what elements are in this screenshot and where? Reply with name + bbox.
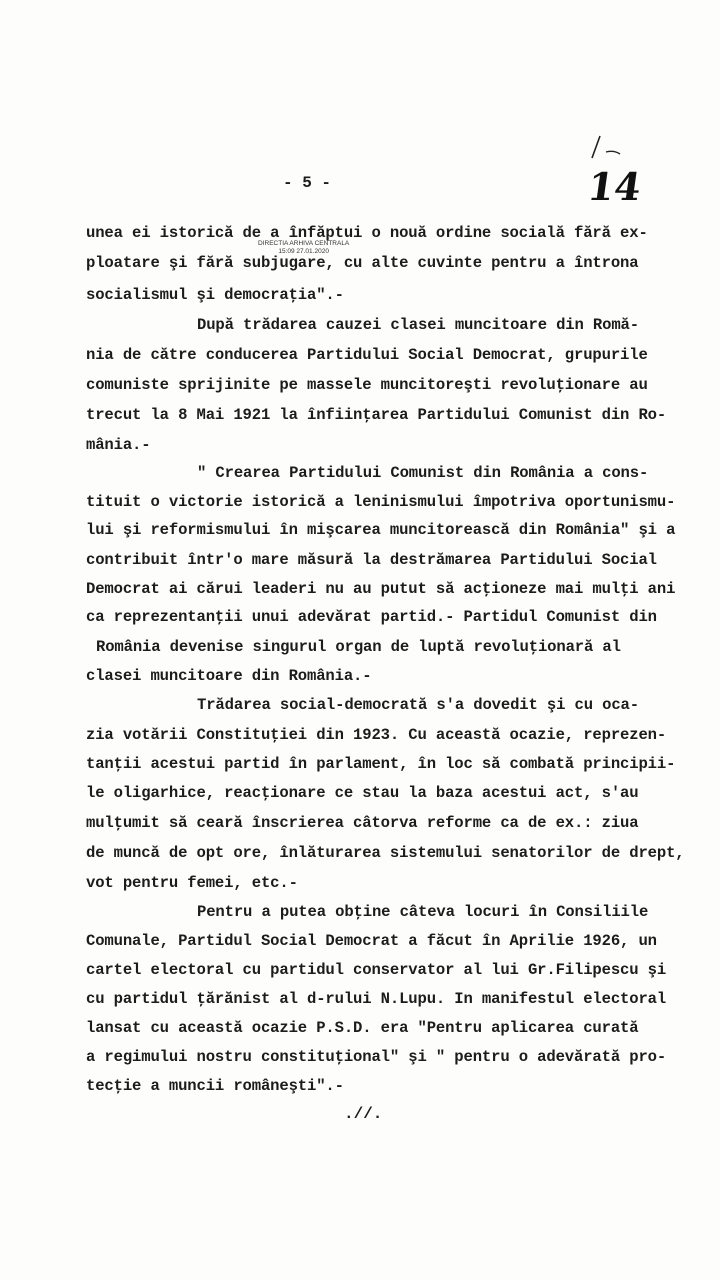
text-line: clasei muncitoare din România.- xyxy=(86,667,372,685)
text-line: mulţumit să ceară înscrierea câtorva reforme ca de ex.: ziua xyxy=(86,814,639,832)
text-line: zia votării Constituţiei din 1923. Cu această ocazie, reprezen- xyxy=(86,726,667,744)
text-line: Democrat ai cărui leaderi nu au putut să acţioneze mai mulţi ani xyxy=(86,580,676,598)
text-line: lui şi reformismului în mişcarea muncitorească din România" şi a xyxy=(86,521,676,539)
text-line: unea ei istorică de a înfăptui o nouă ordine socială fără ex- xyxy=(86,224,648,242)
text-line: a regimului nostru constituţional" şi " pentru o adevărată pro- xyxy=(86,1048,667,1066)
archive-stamp-line: 15:09 27.01.2020 xyxy=(278,248,329,255)
folio-number: 14 xyxy=(584,164,645,209)
text-line: de muncă de opt ore, înlăturarea sistemului senatorilor de drept, xyxy=(86,844,685,862)
text-line: vot pentru femei, etc.- xyxy=(86,874,298,892)
text-line: tanţii acestui partid în parlament, în loc să combată principii- xyxy=(86,755,676,773)
text-line: Pentru a putea obţine câteva locuri în Consiliile xyxy=(197,903,649,921)
text-line: ploatare şi fără subjugare, cu alte cuvinte pentru a întrona xyxy=(86,254,639,272)
text-line: cu partidul ţărănist al d-rului N.Lupu. In manifestul electoral xyxy=(86,990,667,1008)
text-line: tecţie a muncii româneşti".- xyxy=(86,1077,344,1095)
text-line: Trădarea social-democrată s'a dovedit şi cu oca- xyxy=(197,696,639,714)
text-line: tituit o victorie istorică a leninismului împotriva oportunismu- xyxy=(86,493,676,511)
text-line: trecut la 8 Mai 1921 la înfiinţarea Partidului Comunist din Ro- xyxy=(86,406,667,424)
pen-mark-icon xyxy=(586,132,622,162)
text-line: lansat cu această ocazie P.S.D. era "Pentru aplicarea curată xyxy=(86,1019,639,1037)
text-line: Comunale, Partidul Social Democrat a făcut în Aprilie 1926, un xyxy=(86,932,657,950)
end-mark: .//. xyxy=(344,1105,383,1123)
text-line: contribuit într'o mare măsură la destrămarea Partidului Social xyxy=(86,551,657,569)
text-line: mânia.- xyxy=(86,436,151,454)
text-line: ca reprezentanţii unui adevărat partid.- Partidul Comunist din xyxy=(86,608,657,626)
text-line: cartel electoral cu partidul conservator al lui Gr.Filipescu şi xyxy=(86,961,667,979)
text-line: le oligarhice, reacţionare ce stau la baza acestui act, s'au xyxy=(86,784,639,802)
text-line: România devenise singurul organ de luptă revoluţionară al xyxy=(96,638,621,656)
text-line: " Crearea Partidului Comunist din România a cons- xyxy=(197,464,649,482)
text-line: După trădarea cauzei clasei muncitoare din Romă- xyxy=(197,316,639,334)
text-line: comuniste sprijinite pe massele muncitoreşti revoluţionare au xyxy=(86,376,648,394)
page-number: - 5 - xyxy=(283,174,332,192)
text-line: nia de către conducerea Partidului Social Democrat, grupurile xyxy=(86,346,648,364)
archive-stamp-line: DIRECTIA ARHIVA CENTRALA xyxy=(258,240,350,247)
text-line: socialismul şi democraţia".- xyxy=(86,286,344,304)
